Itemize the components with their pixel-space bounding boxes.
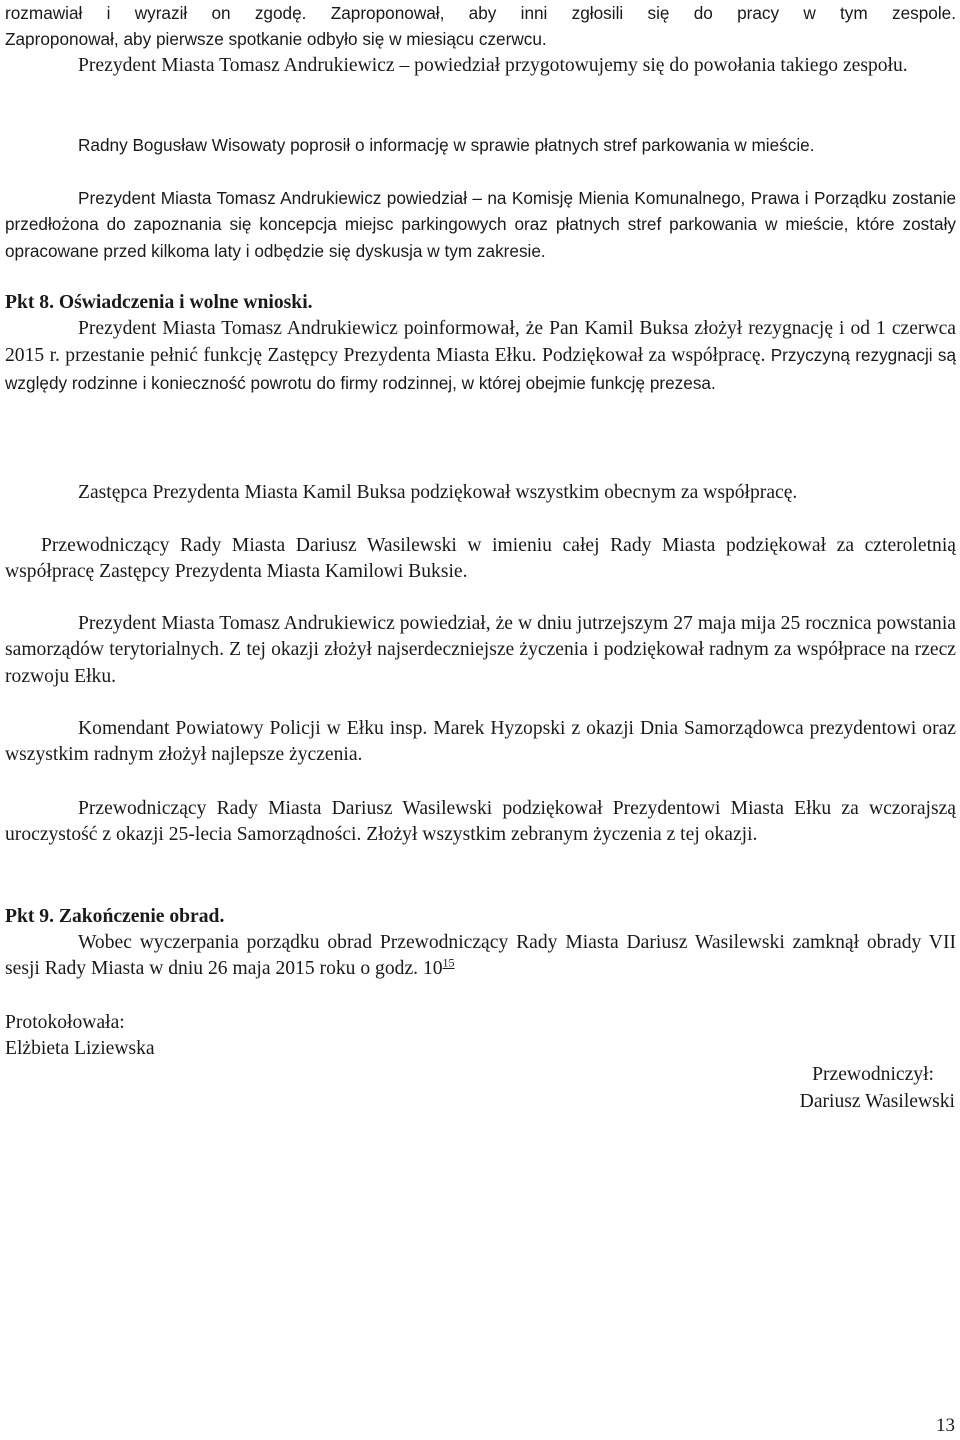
paragraph-police-wishes: Komendant Powiatowy Policji w Ełku insp. Marek Hyzopski z okazji Dnia Samorządowca prezydentowi oraz wszystkim radnym złożył najlepsze życzenia. (5, 718, 956, 766)
closing-text: Wobec wyczerpania porządku obrad Przewodniczący Rady Miasta Dariusz Wasilewski zamknął obrady VII sesji Rady Miasta w dniu 26 maja 2015 roku o godz. 10 (5, 932, 956, 980)
paragraph-team-preparation: Prezydent Miasta Tomasz Andrukiewicz – powiedział przygotowujemy się do powołania takiego zespołu. (78, 55, 908, 76)
paragraph-first-meeting: Zaproponował, aby pierwsze spotkanie odbyło się w miesiącu czerwcu. (5, 29, 547, 49)
paragraph-chair-thanks: Przewodniczący Rady Miasta Dariusz Wasilewski w imieniu całej Rady Miasta podziękował za czteroletnią współpracę Zastępcy Prezydenta Miasta Kamilowi Buksie. (5, 535, 956, 583)
recorder-label: Protokołowała: (5, 1012, 125, 1033)
resignation-text-part1: Prezydent Miasta Tomasz Andrukiewicz poinformował, że Pan Kamil Buksa złożył rezygnację i od 1 czerwca 2015 r. przestanie pełnić funkcję Zastępcy Prezydenta Miasta Ełku. Podziękował za współpracę. (5, 318, 956, 367)
paragraph-team-agreement: rozmawiał i wyraził on zgodę. Zaproponował, aby inni zgłosili się do pracy w tym zespole. (5, 3, 956, 23)
paragraph-parking-answer: Prezydent Miasta Tomasz Andrukiewicz powiedział – na Komisję Mienia Komunalnego, Prawa i Porządku zostanie przedłożona do zapoznania się koncepcja miejsc parkingowych oraz płatnych stref parkowania w mieście, które zostały opracowane przed kilkoma laty i odbędzie się dyskusja w tym zakresie. (5, 188, 956, 261)
section-heading-pkt9: Pkt 9. Zakończenie obrad. (5, 906, 225, 927)
page-number: 13 (936, 1415, 955, 1436)
paragraph-chair-celebration: Przewodniczący Rady Miasta Dariusz Wasilewski podziękował Prezydentowi Miasta Ełku za wczorajszą uroczystość z okazji 25-lecia Samorządności. Złożył wszystkim zebranym życzenia z tej okazji. (5, 798, 956, 846)
paragraph-anniversary: Prezydent Miasta Tomasz Andrukiewicz powiedział, że w dniu jutrzejszym 27 maja mija 25 rocznica powstania samorządów terytorialnych. Z tej okazji złożył najserdeczniejsze życzenia i podziękował radnym za współprace na rzecz rozwoju Ełku. (5, 613, 956, 687)
paragraph-closing (5, 930, 956, 983)
resignation-text-part2: Przyczyną rezygnacji są względy rodzinne i konieczność powrotu do firmy rodzinnej, w której obejmie funkcję prezesa. (5, 345, 956, 393)
section-heading-pkt8: Pkt 8. Oświadczenia i wolne wnioski. (5, 292, 313, 313)
paragraph-deputy-thanks: Zastępca Prezydenta Miasta Kamil Buksa podziękował wszystkim obecnym za współpracę. (78, 482, 798, 503)
chair-label: Przewodniczył: (812, 1064, 934, 1085)
paragraph-resignation (5, 316, 956, 397)
paragraph-parking-question: Radny Bogusław Wisowaty poprosił o informację w sprawie płatnych stref parkowania w mieście. (78, 135, 815, 155)
closing-time-superscript: 15 (442, 955, 455, 970)
chair-name: Dariusz Wasilewski (799, 1091, 955, 1112)
recorder-name: Elżbieta Liziewska (5, 1038, 155, 1059)
